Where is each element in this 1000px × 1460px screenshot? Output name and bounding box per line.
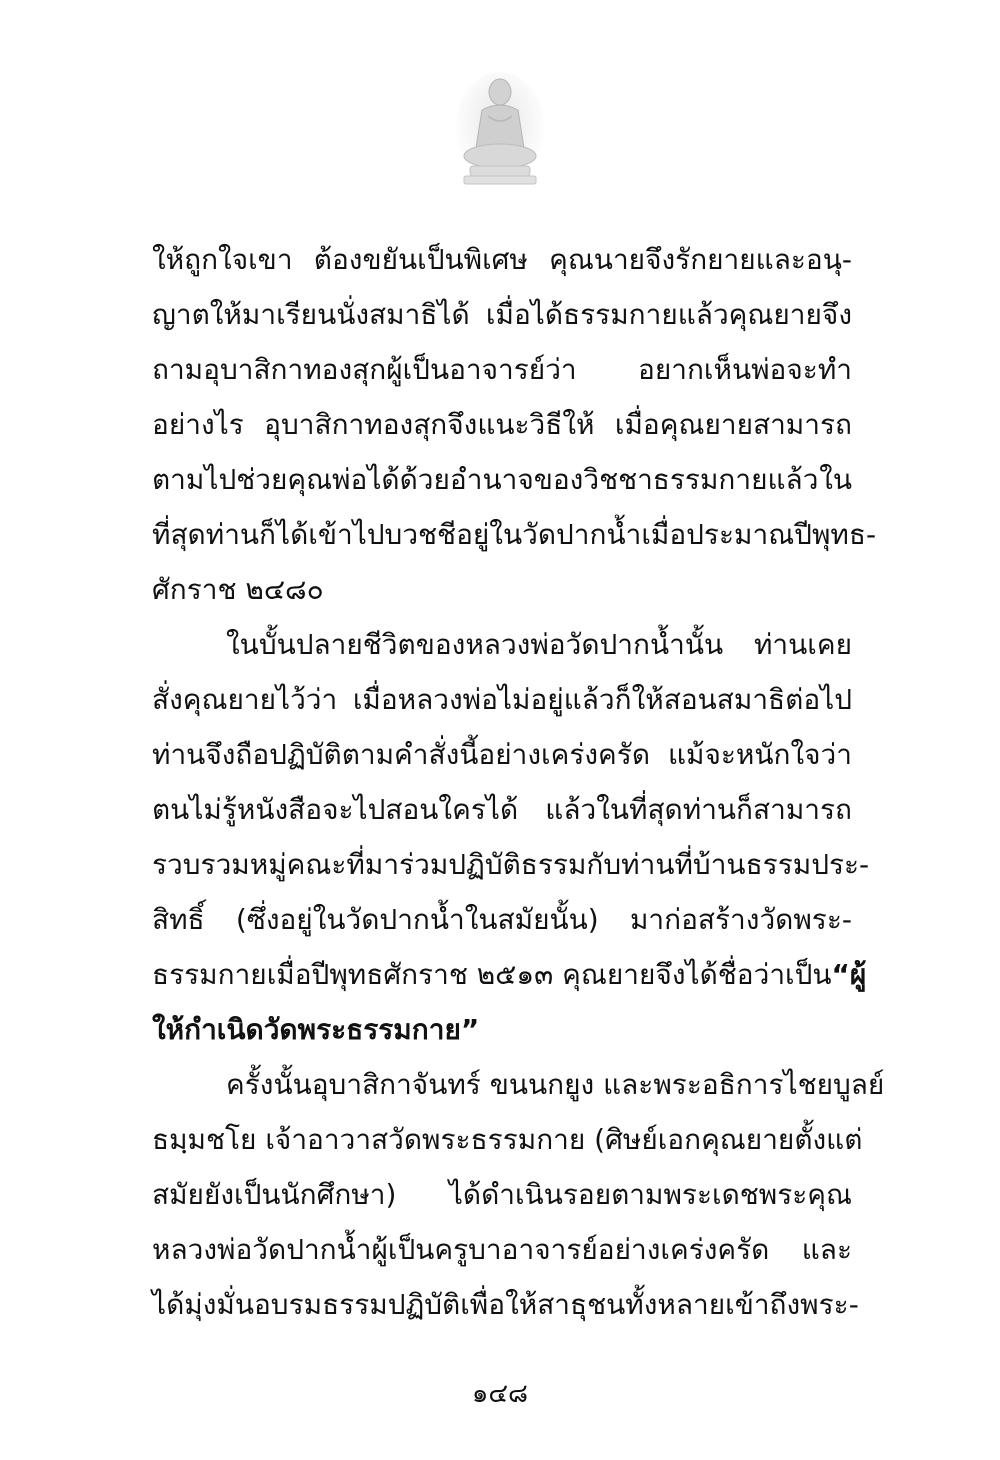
- text-segment: ท่านเคย: [753, 628, 852, 661]
- text-line: [152, 727, 852, 782]
- text-segment: เมื่อได้ธรรมกายแล้วคุณยายจึง: [485, 298, 852, 331]
- paragraph-start-line: [152, 617, 852, 672]
- text-line: [152, 1167, 852, 1222]
- text-segment: ใน: [819, 463, 852, 496]
- text-segment: มาก่อสร้างวัดพระ-: [629, 903, 852, 936]
- text-segment: อยากเห็นพ่อจะทำ: [638, 353, 852, 386]
- text-line: [152, 672, 852, 727]
- text-segment: รวบรวมหมู่คณะที่มาร่วมปฏิบัติธรรมกับท่านที่บ้านธรรมประ-: [152, 848, 870, 881]
- text-line: [152, 562, 852, 617]
- text-segment: อุบาสิกาทองสุกจึงแนะวิธีให้: [264, 408, 595, 441]
- text-segment: เมื่อคุณยายสามารถ: [614, 408, 852, 441]
- text-line: [152, 232, 852, 287]
- text-segment: (ซึ่งอยู่ในวัดปากน้ำในสมัยนั้น): [235, 903, 599, 936]
- text-segment: ตามไปช่วยคุณพ่อได้ด้วยอำนาจของวิชชาธรรมกายแล้ว: [152, 463, 819, 496]
- text-segment: แล้วในที่สุดท่านก็สามารถ: [545, 793, 852, 826]
- text-line: [152, 507, 877, 562]
- text-segment: อย่างไร: [152, 408, 244, 441]
- text-segment: แม้จะหนักใจว่า: [667, 738, 852, 771]
- text-segment: ธมฺมชโย เจ้าอาวาสวัดพระธรรมกาย (ศิษย์เอกคุณยายตั้งแต่: [152, 1123, 863, 1156]
- text-segment: ให้ถูกใจเขา: [152, 243, 293, 276]
- text-segment: ครั้งนั้นอุบาสิกาจันทร์ ขนนกยูง และพระอธิการไชยบูลย์: [226, 1068, 885, 1101]
- text-segment: ญาตให้มาเรียนนั่งสมาธิได้: [152, 298, 470, 331]
- text-line: [152, 397, 852, 452]
- bold-text-segment: “ผู้: [831, 958, 867, 991]
- text-segment: เมื่อหลวงพ่อไม่อยู่แล้วก็ให้สอนสมาธิต่อไป: [352, 683, 852, 716]
- text-segment: ถามอุบาสิกาทองสุกผู้เป็นอาจารย์ว่า: [152, 353, 577, 386]
- text-line: [152, 1222, 852, 1277]
- text-segment: ในบั้นปลายชีวิตของหลวงพ่อวัดปากน้ำนั้น: [226, 628, 724, 661]
- text-line: [152, 1112, 863, 1167]
- text-segment: หลวงพ่อวัดปากน้ำผู้เป็นครูบาอาจารย์อย่างเคร่งครัด: [152, 1233, 770, 1266]
- text-line: [152, 1002, 852, 1057]
- text-line: [152, 342, 852, 397]
- seated-monk-emblem-icon: [452, 70, 548, 188]
- text-segment: สมัยยังเป็นนักศึกษา): [152, 1178, 397, 1211]
- text-segment: ได้มุ่งมั่นอบรมธรรมปฏิบัติเพื่อให้สาธุชนทั้งหลายเข้าถึงพระ-: [152, 1288, 859, 1321]
- text-line: [152, 1277, 859, 1332]
- text-segment: ท่านจึงถือปฏิบัติตามคำสั่งนี้อย่างเคร่งครัด: [152, 738, 650, 771]
- text-segment: คุณนายจึงรักยายและอนุ-: [549, 243, 852, 276]
- text-line: [152, 452, 852, 507]
- text-segment: ศักราช ๒๔๘๐: [152, 573, 324, 606]
- paragraph-start-line: [152, 1057, 885, 1112]
- text-line: [152, 947, 867, 1002]
- body-text: [152, 232, 885, 1332]
- text-segment: ได้ดำเนินรอยตามพระเดชพระคุณ: [448, 1178, 852, 1211]
- text-segment: ต้องขยันเป็นพิเศษ: [313, 243, 528, 276]
- text-line: [152, 837, 870, 892]
- text-segment: สิทธิ์: [152, 903, 205, 936]
- text-segment: ธรรมกายเมื่อปีพุทธศักราช ๒๕๑๓ คุณยายจึงได้ชื่อว่าเป็น: [152, 958, 832, 991]
- page-number: ๑๔๘: [471, 1379, 529, 1409]
- text-line: [152, 782, 852, 837]
- text-line: [152, 287, 852, 342]
- text-segment: ที่สุดท่านก็ได้เข้าไปบวชชีอยู่ในวัดปากน้ำเมื่อประมาณปีพุทธ-: [152, 518, 877, 551]
- text-segment: และ: [801, 1233, 852, 1266]
- text-line: [152, 892, 852, 947]
- text-segment: ตนไม่รู้หนังสือจะไปสอนใครได้: [152, 793, 519, 826]
- bold-text-segment: ให้กำเนิดวัดพระธรรมกาย”: [152, 1013, 480, 1046]
- text-segment: สั่งคุณยายไว้ว่า: [152, 683, 338, 716]
